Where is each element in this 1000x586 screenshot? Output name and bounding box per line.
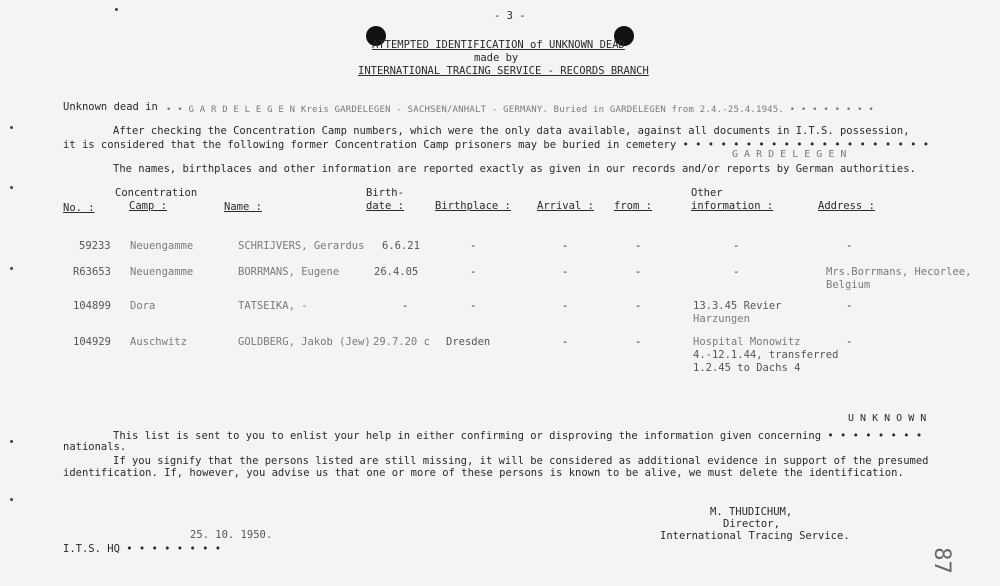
row-2-address: Mrs.Borrmans, Hecorlee, [826, 266, 972, 278]
signer-organization: International Tracing Service. [660, 530, 850, 542]
row-4-no: 104929 [73, 336, 111, 348]
page-stamp-number: 87 [928, 547, 954, 574]
footer-paragraph-2: If you signify that the persons listed are still missing, it will be considered as additional evidence in support of the presumed [113, 455, 929, 467]
document-date: 25. 10. 1950. [190, 529, 273, 541]
row-3-address: - [846, 300, 853, 312]
row-2-birthdate: 26.4.05 [374, 266, 419, 278]
margin-speck [10, 267, 13, 270]
intro-paragraph-1: After checking the Concentration Camp numbers, which were the only data available, against all documents in I.T.S. possession, [113, 125, 910, 137]
row-2-other: - [733, 266, 740, 278]
row-1-from: - [635, 240, 642, 252]
margin-speck [10, 440, 13, 443]
footer-paragraph-2b: identification. If, however, you advise us that one or more of these persons is known to be alive, we must delete the identification. [63, 467, 904, 479]
row-1-name: SCHRIJVERS, Gerardus [238, 240, 365, 252]
header-birthplace: Birthplace : [435, 200, 511, 212]
location-line: • • G A R D E L E G E N Kreis GARDELEGEN - SACHSEN/ANHALT - GERMANY. Buried in GARDELEGEN from 2.4.-25.4.1945. • • • • • • • • [166, 105, 874, 115]
unknown-dead-label: Unknown dead in [63, 101, 158, 113]
row-2-no: R63653 [73, 266, 111, 278]
footer-paragraph-1: This list is sent to you to enlist your help in either confirming or disproving the information given concerning • • • • • • • • [113, 430, 923, 442]
row-2-camp: Neuengamme [130, 266, 194, 278]
margin-speck [10, 498, 13, 501]
row-1-address: - [846, 240, 853, 252]
footer-paragraph-1b: nationals. [63, 441, 127, 453]
row-3-other: 13.3.45 Revier [693, 300, 782, 312]
unknown-label: U N K N O W N [848, 413, 927, 424]
signer-name: M. THUDICHUM, [710, 506, 793, 518]
header-arrival: Arrival : [537, 200, 594, 212]
header-camp-1: Concentration [115, 187, 198, 199]
cemetery-name: G A R D E L E G E N [732, 149, 847, 160]
row-3-birthdate: - [402, 300, 409, 312]
row-1-birthplace: - [470, 240, 477, 252]
row-3-no: 104899 [73, 300, 111, 312]
row-1-arrival: - [562, 240, 569, 252]
intro-paragraph-2: The names, birthplaces and other information are reported exactly as given in our records and/or reports by German authorities. [113, 163, 916, 175]
row-2-arrival: - [562, 266, 569, 278]
row-1-camp: Neuengamme [130, 240, 194, 252]
row-4-from: - [635, 336, 642, 348]
header-no: No. : [63, 202, 95, 214]
header-camp-2: Camp : [129, 200, 167, 212]
intro-paragraph-1b: it is considered that the following former Concentration Camp prisoners may be buried in cemetery • • • • • • • • • • • • • • • • • • • • [63, 139, 930, 151]
row-4-other: Hospital Monowitz [693, 336, 801, 348]
signer-title: Director, [723, 518, 780, 530]
organization-title: INTERNATIONAL TRACING SERVICE - RECORDS BRANCH [358, 65, 649, 77]
row-2-name: BORRMANS, Eugene [238, 266, 340, 278]
row-3-birthplace: - [470, 300, 477, 312]
margin-speck [115, 8, 118, 11]
header-birthdate-1: Birth- [366, 187, 404, 199]
header-other-1: Other [691, 187, 723, 199]
header-address: Address : [818, 200, 875, 212]
made-by: made by [474, 52, 519, 64]
row-4-birthplace: Dresden [446, 336, 491, 348]
row-2-birthplace: - [470, 266, 477, 278]
row-3-camp: Dora [130, 300, 156, 312]
row-3-other-2: Harzungen [693, 313, 750, 325]
row-4-other-2: 4.-12.1.44, transferred [693, 349, 839, 361]
row-3-name: TATSEIKA, - [238, 300, 308, 312]
row-3-from: - [635, 300, 642, 312]
margin-speck [10, 186, 13, 189]
margin-speck [10, 126, 13, 129]
row-3-arrival: - [562, 300, 569, 312]
header-birthdate-2: date : [366, 200, 404, 212]
header-from: from : [614, 200, 652, 212]
row-4-address: - [846, 336, 853, 348]
document-title: ATTEMPTED IDENTIFICATION of UNKNOWN DEAD [372, 39, 625, 51]
header-other-2: information : [691, 200, 774, 212]
row-4-arrival: - [562, 336, 569, 348]
row-4-name: GOLDBERG, Jakob (Jew) [238, 336, 371, 348]
row-2-address-2: Belgium [826, 279, 871, 291]
page-number: - 3 - [494, 10, 526, 22]
its-hq-label: I.T.S. HQ • • • • • • • • [63, 543, 222, 555]
row-1-other: - [733, 240, 740, 252]
row-1-birthdate: 6.6.21 [382, 240, 420, 252]
row-4-camp: Auschwitz [130, 336, 187, 348]
row-2-from: - [635, 266, 642, 278]
row-4-birthdate: 29.7.20 c [373, 336, 430, 348]
row-4-other-3: 1.2.45 to Dachs 4 [693, 362, 801, 374]
row-1-no: 59233 [79, 240, 111, 252]
header-name: Name : [224, 201, 262, 213]
